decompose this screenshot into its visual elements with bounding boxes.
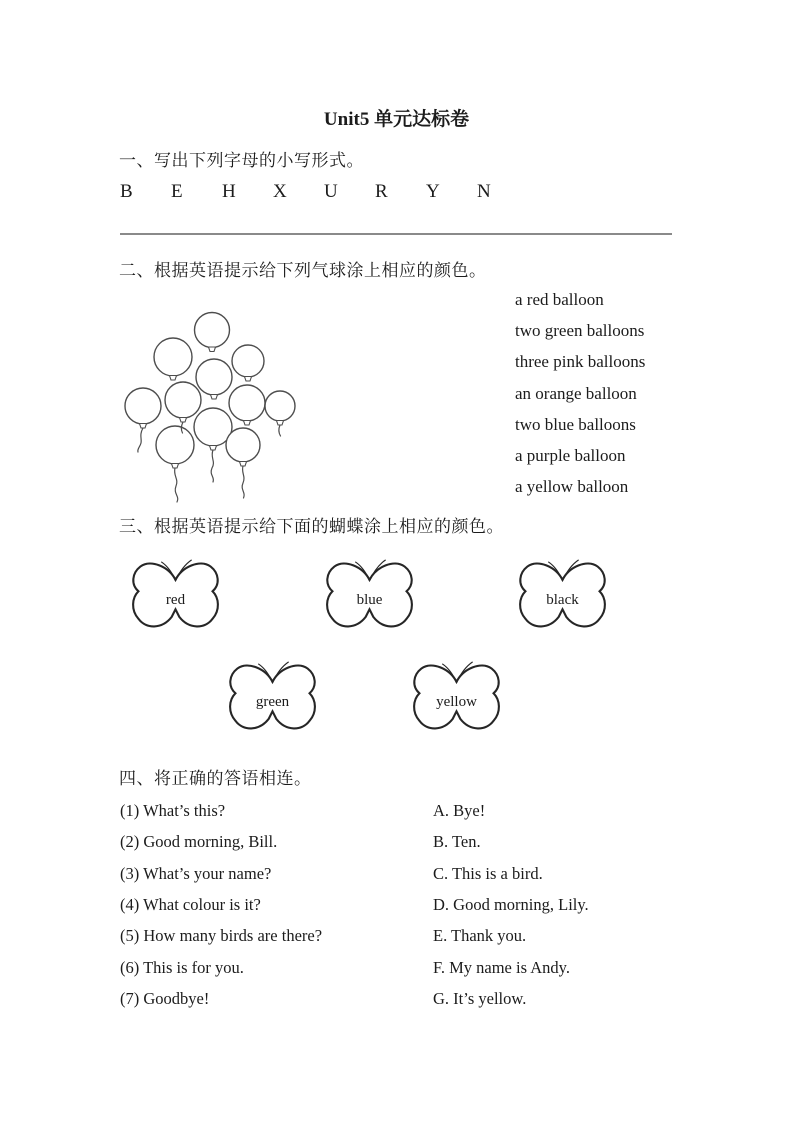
answer-item: E. Thank you.	[433, 926, 527, 946]
section4-heading: 四、将正确的答语相连。	[119, 769, 312, 788]
question-item: (5) How many birds are there?	[120, 926, 323, 946]
question-item: (1) What’s this?	[120, 801, 226, 820]
butterfly-label: green	[255, 694, 290, 710]
answer-item: C. This is a bird.	[433, 863, 543, 883]
section-divider	[120, 233, 672, 235]
balloon-color-list	[515, 284, 645, 502]
letter-cell: B	[120, 181, 133, 202]
question-item: (4) What colour is it?	[120, 895, 261, 915]
page-title: Unit5 单元达标卷	[323, 109, 470, 130]
section1-heading: 一、写出下列字母的小写形式。	[119, 151, 364, 170]
answer-item: F. My name is Andy.	[433, 957, 570, 977]
answer-item: G. It’s yellow.	[433, 989, 527, 1009]
butterfly-black	[515, 556, 610, 636]
question-item: (6) This is for you.	[120, 957, 244, 977]
answer-item: B. Ten.	[433, 832, 481, 852]
butterfly-label: red	[165, 592, 186, 608]
question-item: (2) Good morning, Bill.	[120, 832, 278, 852]
question-item: (7) Goodbye!	[120, 989, 210, 1009]
balloon-color-item: two blue balloons	[515, 414, 636, 434]
butterfly-yellow	[409, 658, 504, 738]
letters-row	[120, 181, 540, 203]
butterfly-label: yellow	[436, 694, 477, 710]
balloon-color-item: a yellow balloon	[515, 477, 629, 497]
letter-cell: U	[324, 181, 338, 202]
letter-cell: N	[477, 181, 491, 202]
answer-item: D. Good morning, Lily.	[433, 895, 589, 915]
answer-item: A. Bye!	[433, 801, 486, 820]
letter-cell: R	[375, 181, 388, 202]
answers-column	[433, 795, 589, 1014]
butterfly-green	[225, 658, 320, 738]
section3-heading: 三、根据英语提示给下面的蝴蝶涂上相应的颜色。	[119, 517, 504, 536]
letter-cell: X	[273, 181, 287, 202]
section2-heading: 二、根据英语提示给下列气球涂上相应的颜色。	[119, 261, 487, 280]
butterfly-label: black	[546, 592, 579, 608]
balloons-illustration	[118, 306, 318, 511]
question-item: (3) What’s your name?	[120, 863, 272, 883]
letter-cell: E	[171, 181, 183, 202]
balloon-color-item: three pink balloons	[515, 352, 646, 372]
balloon-color-item: an orange balloon	[515, 383, 637, 403]
balloon-color-item: a red balloon	[515, 290, 604, 309]
letter-cell: H	[222, 181, 236, 202]
balloon-color-item: a purple balloon	[515, 446, 626, 466]
butterfly-blue	[322, 556, 417, 636]
letter-cell: Y	[426, 181, 440, 202]
butterfly-red	[128, 556, 223, 636]
questions-column	[120, 795, 322, 1014]
butterfly-label: blue	[356, 592, 383, 608]
balloon-color-item: two green balloons	[515, 321, 645, 341]
